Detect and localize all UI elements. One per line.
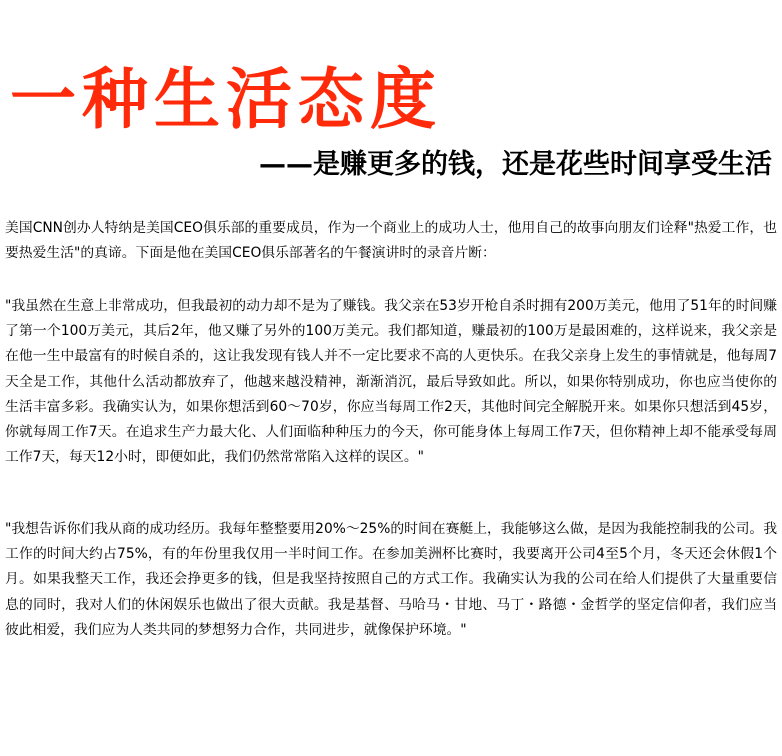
quote-paragraph-1: "我虽然在生意上非常成功，但我最初的动力却不是为了赚钱。我父亲在53岁开枪自杀时拥有200万美元，他用了51年的时间赚了第一个100万美元，其后2年，他又赚了另外的100万美元。我们都知道，赚最初的100万是最困难的，这样说来，我父亲是在他一生中最富有的时候自杀的，这让我发现有钱人并不一定比要求不高的人更快乐。在我父亲身上发生的事情就是，他每周7天全是工作，其他什么活动都放弃了，他越来越没精神，渐渐消沉，最后导致如此。所以，如果你特别成功，你也应当使你的生活丰富多彩。我确实认为，如果你想活到60～70岁，你应当每周工作2天，其他时间完全解脱开来。如果你只想活到45岁，你就每周工作7天。在追求生产力最大化、人们面临种种压力的今天，你可能身体上每周工作7天，但你精神上却不能承受每周工作7天，每天12小时，即便如此，我们仍然常常陷入这样的误区。"	[5, 298, 777, 466]
page-title: 一种生活态度	[10, 61, 442, 138]
intro-paragraph: 美国CNN创办人特纳是美国CEO俱乐部的重要成员，作为一个商业上的成功人士，他用自己的故事向朋友们诠释"热爱工作，也要热爱生活"的真谛。下面是他在美国CEO俱乐部著名的午餐演讲时的录音片断：	[5, 220, 777, 262]
page-subtitle: ——是赚更多的钱，还是花些时间享受生活	[259, 149, 772, 180]
quote-paragraph-2: "我想告诉你们我从商的成功经历。我每年整整要用20%～25%的时间在赛艇上，我能够这么做，是因为我能控制我的公司。我工作的时间大约占75%，有的年份里我仅用一半时间工作。在参加美洲杯比赛时，我要离开公司4至5个月，冬天还会休假1个月。如果我整天工作，我还会挣更多的钱，但是我坚持按照自己的方式工作。我确实认为我的公司在给人们提供了大量重要信息的同时，我对人们的休闲娱乐也做出了很大贡献。我是基督、马哈马・甘地、马丁・路德・金哲学的坚定信仰者，我们应当彼此相爱，我们应为人类共同的梦想努力合作，共同进步，就像保护环境。"	[5, 521, 777, 638]
